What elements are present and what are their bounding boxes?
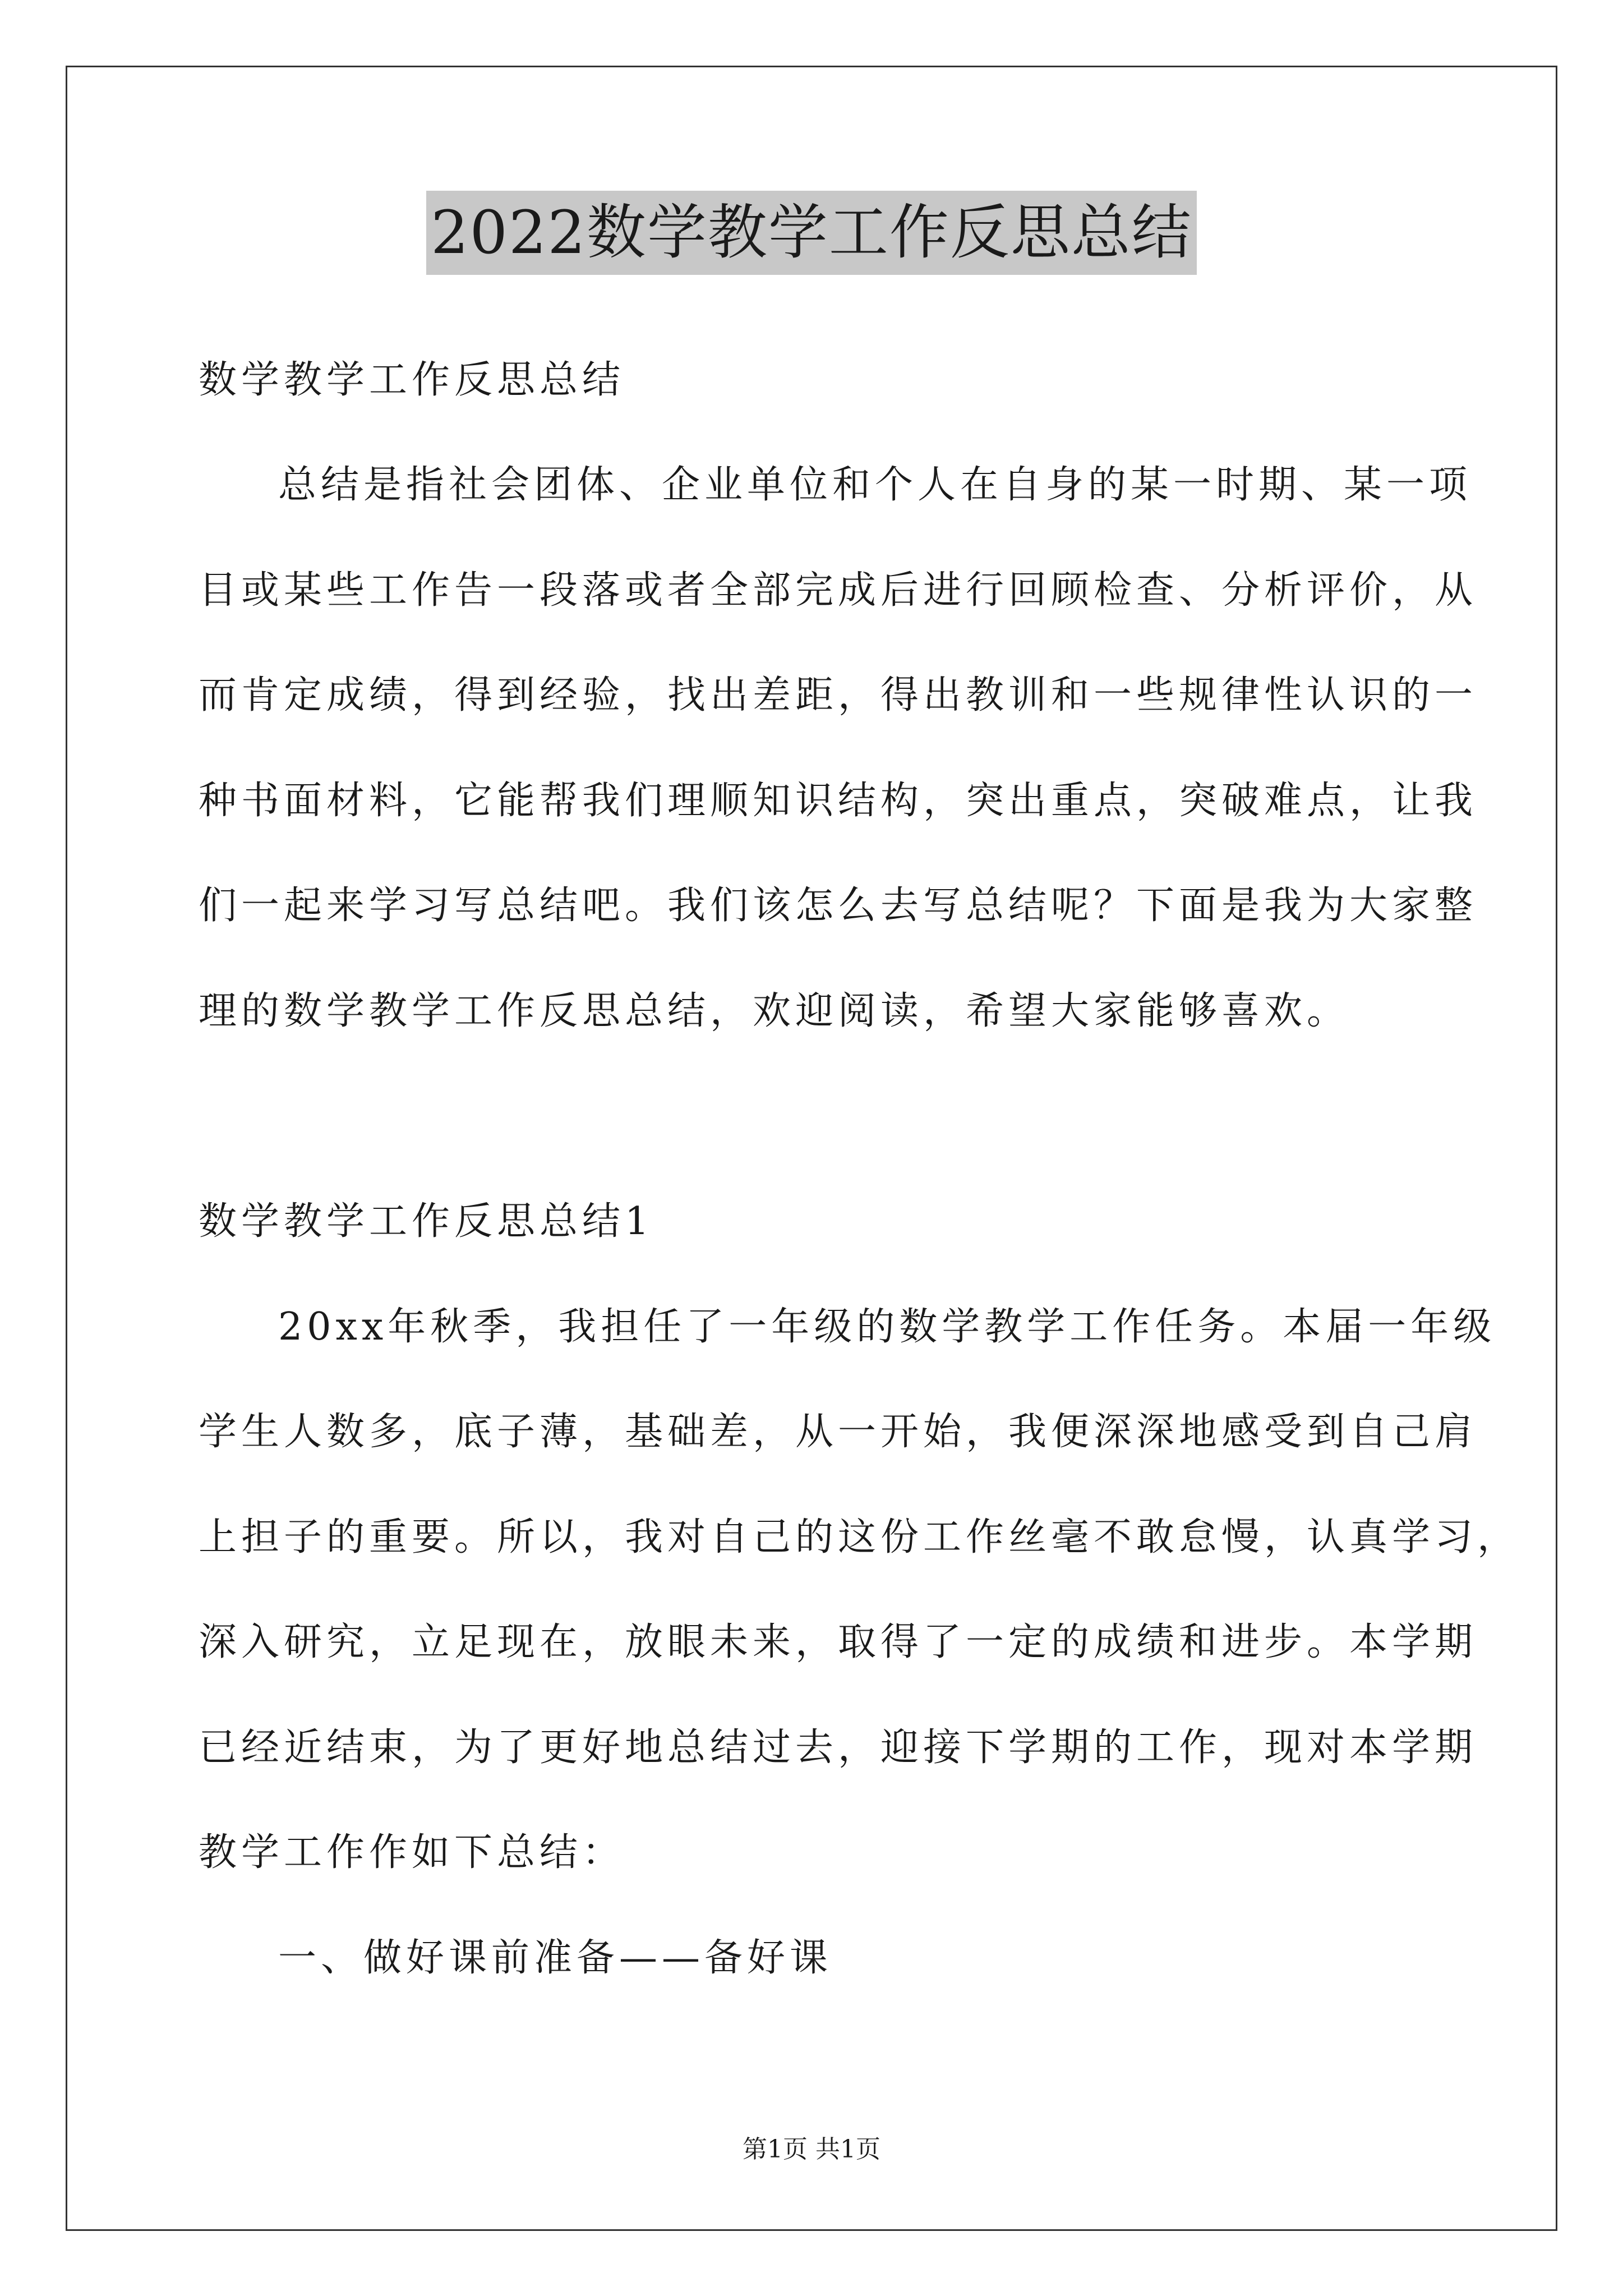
document-subtitle: 数学教学工作反思总结 [199,358,625,402]
section1-line-6: 教学工作作如下总结： [199,1830,625,1875]
section1-line-1: 20xx年秋季，我担任了一年级的数学教学工作任务。本届一年级 [278,1305,1496,1349]
intro-line-6: 理的数学教学工作反思总结，欢迎阅读，希望大家能够喜欢。 [199,989,1350,1033]
section1-line-2: 学生人数多，底子薄，基础差，从一开始，我便深深地感受到自己肩 [199,1410,1478,1454]
section1-line-4: 深入研究，立足现在，放眼未来，取得了一定的成绩和进步。本学期 [199,1620,1478,1664]
intro-line-5: 们一起来学习写总结吧。我们该怎么去写总结呢？下面是我为大家整 [199,884,1478,928]
section1-heading: 数学教学工作反思总结1 [199,1199,654,1244]
intro-line-1: 总结是指社会团体、企业单位和个人在自身的某一时期、某一项 [278,463,1472,507]
section1-line-3: 上担子的重要。所以，我对自己的这份工作丝毫不敢怠慢，认真学习， [199,1515,1520,1559]
intro-line-2: 目或某些工作告一段落或者全部完成后进行回顾检查、分析评价，从 [199,568,1478,613]
document-title: 2022数学教学工作反思总结 [426,191,1197,275]
page-footer: 第1页 共1页 [743,2135,880,2164]
intro-line-4: 种书面材料，它能帮我们理顺知识结构，突出重点，突破难点，让我 [199,779,1478,823]
intro-line-3: 而肯定成绩，得到经验，找出差距，得出教训和一些规律性认识的一 [199,673,1478,717]
title-container [0,191,1623,275]
subheading-1: 一、做好课前准备——备好课 [278,1936,833,1980]
section1-line-5: 已经近结束，为了更好地总结过去，迎接下学期的工作，现对本学期 [199,1726,1478,1770]
